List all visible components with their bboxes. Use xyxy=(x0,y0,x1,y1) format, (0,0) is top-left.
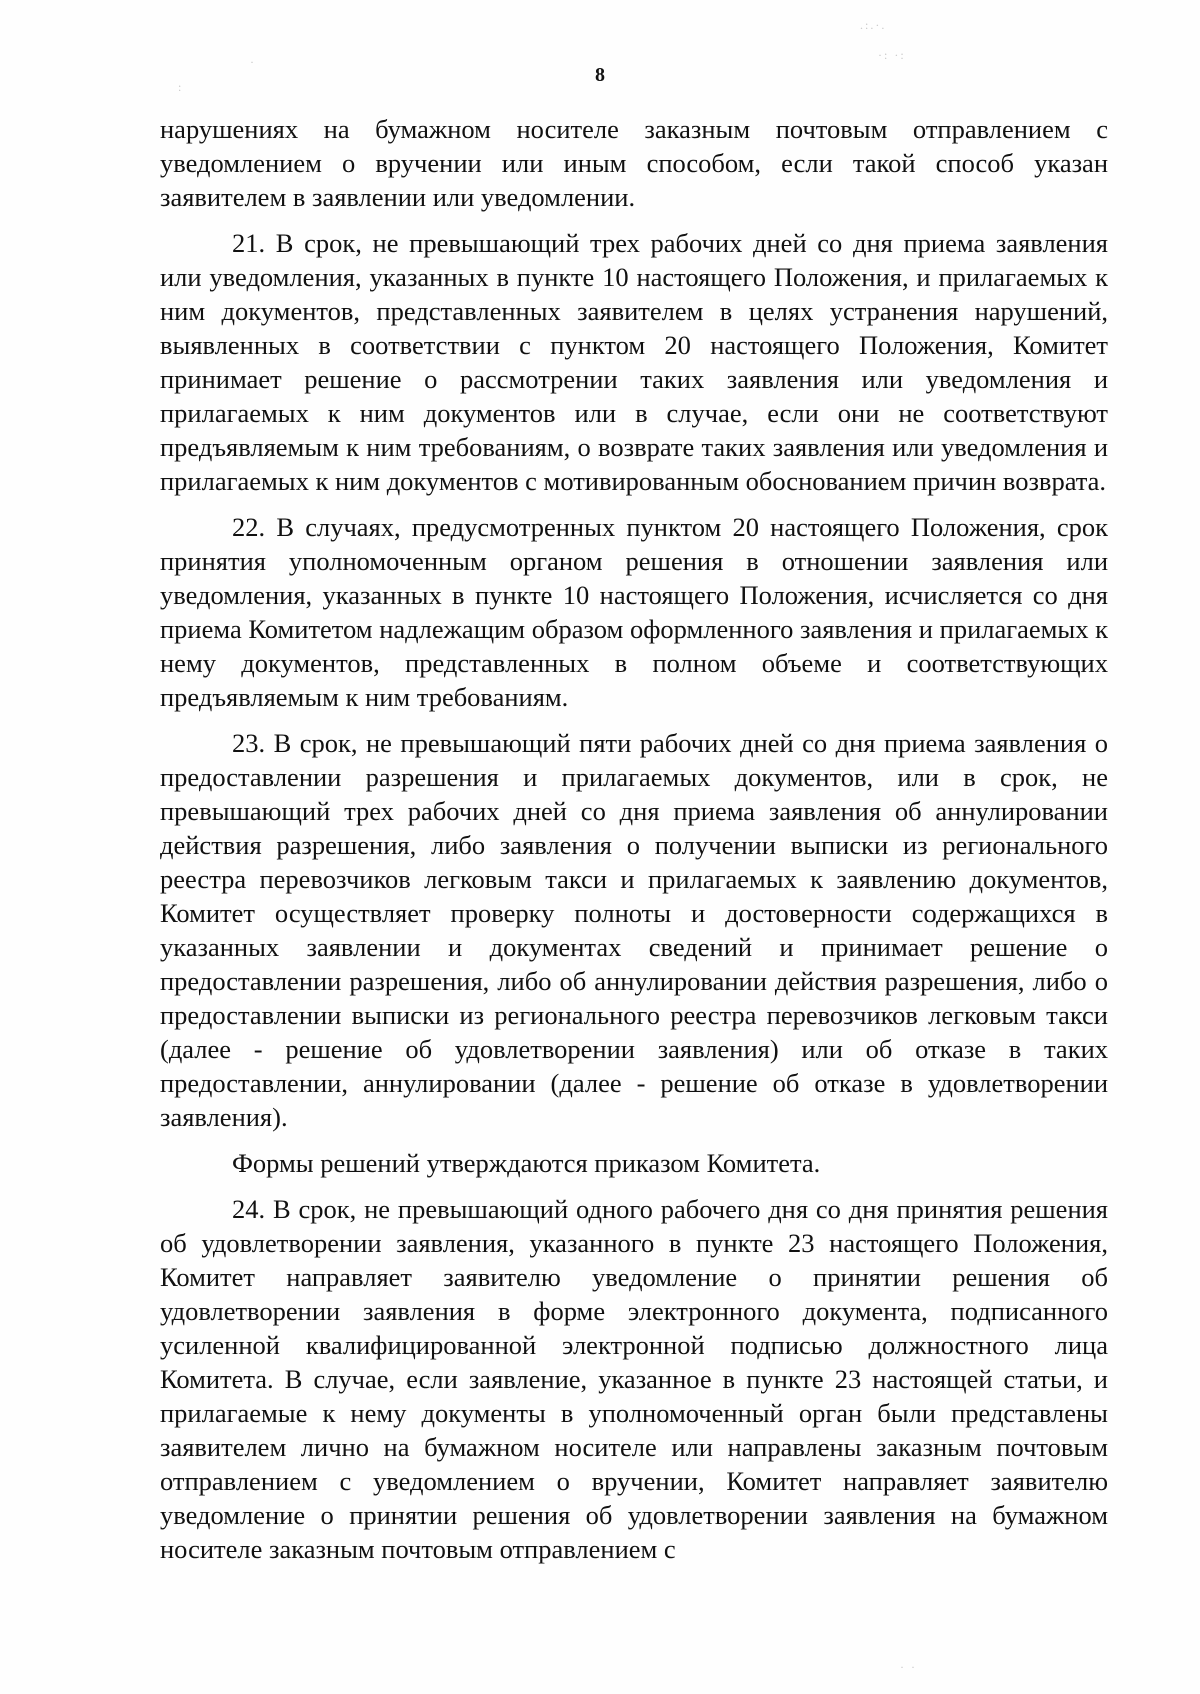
document-body xyxy=(160,112,1108,1566)
paragraph-22: 22. В случаях, предусмотренных пунктом 20 настоящего Положения, срок принятия уполномоченным органом решения в отношении заявления или уведомления, указанных в пункте 10 настоящего Положения, исчисляется со дня приема Комитетом надлежащим образом оформленного заявления и прилагаемых к нему документов, представленных в полном объеме и соответствующих предъявляемым к ним требованиям. xyxy=(160,512,1108,712)
scan-speck: · · xyxy=(900,1660,917,1674)
paragraph-forms: Формы решений утверждаются приказом Комитета. xyxy=(232,1148,821,1178)
scan-speck: ·: ·: xyxy=(878,48,906,62)
paragraph-21: 21. В срок, не превышающий трех рабочих дней со дня приема заявления или уведомления, указанных в пункте 10 настоящего Положения, и прилагаемых к ним документов, представленных заявителем в целях устранения нарушений, выявленных в соответствии с пунктом 20 настоящего Положения, Комитет принимает решение о рассмотрении таких заявления или уведомления и прилагаемых к ним документов или в случае, если они не соответствуют предъявляемым к ним требованиям, о возврате таких заявления или уведомления и прилагаемых к ним документов с мотивированным обоснованием причин возврата. xyxy=(160,228,1108,496)
scan-speck: .:.·. xyxy=(860,18,887,32)
scan-speck: · xyxy=(250,55,256,69)
paragraph-continuation: нарушениях на бумажном носителе заказным почтовым отправлением с уведомлением о вручении или иным способом, если такой способ указан заявителем в заявлении или уведомлении. xyxy=(160,114,1108,212)
scan-speck: : xyxy=(178,80,184,94)
paragraph-24: 24. В срок, не превышающий одного рабочего дня со дня принятия решения об удовлетворении заявления, указанного в пункте 23 настоящего Положения, Комитет направляет заявителю уведомление о принятии решения об удовлетворении заявления в форме электронного документа, подписанного усиленной квалифицированной электронной подписью должностного лица Комитета. В случае, если заявление, указанное в пункте 23 настоящей статьи, и прилагаемые к нему документы в уполномоченный орган были представлены заявителем лично на бумажном носителе или направлены заказным почтовым отправлением с уведомлением о вручении, Комитет направляет заявителю уведомление о принятии решения об удовлетворении заявления на бумажном носителе заказным почтовым отправлением с xyxy=(160,1194,1108,1564)
page-number: 8 xyxy=(595,64,605,86)
paragraph-23: 23. В срок, не превышающий пяти рабочих дней со дня приема заявления о предоставлении разрешения и прилагаемых документов, или в срок, не превышающий трех рабочих дней со дня приема заявления об аннулировании действия разрешения, либо заявления о получении выписки из регионального реестра перевозчиков легковым такси и прилагаемых к заявлению документов, Комитет осуществляет проверку полноты и достоверности содержащихся в указанных заявлении и документах сведений и принимает решение о предоставлении разрешения, либо об аннулировании действия разрешения, либо о предоставлении выписки из регионального реестра перевозчиков легковым такси (далее - решение об удовлетворении заявления) или об отказе в таких предоставлении, аннулировании (далее - решение об отказе в удовлетворении заявления). xyxy=(160,728,1108,1132)
